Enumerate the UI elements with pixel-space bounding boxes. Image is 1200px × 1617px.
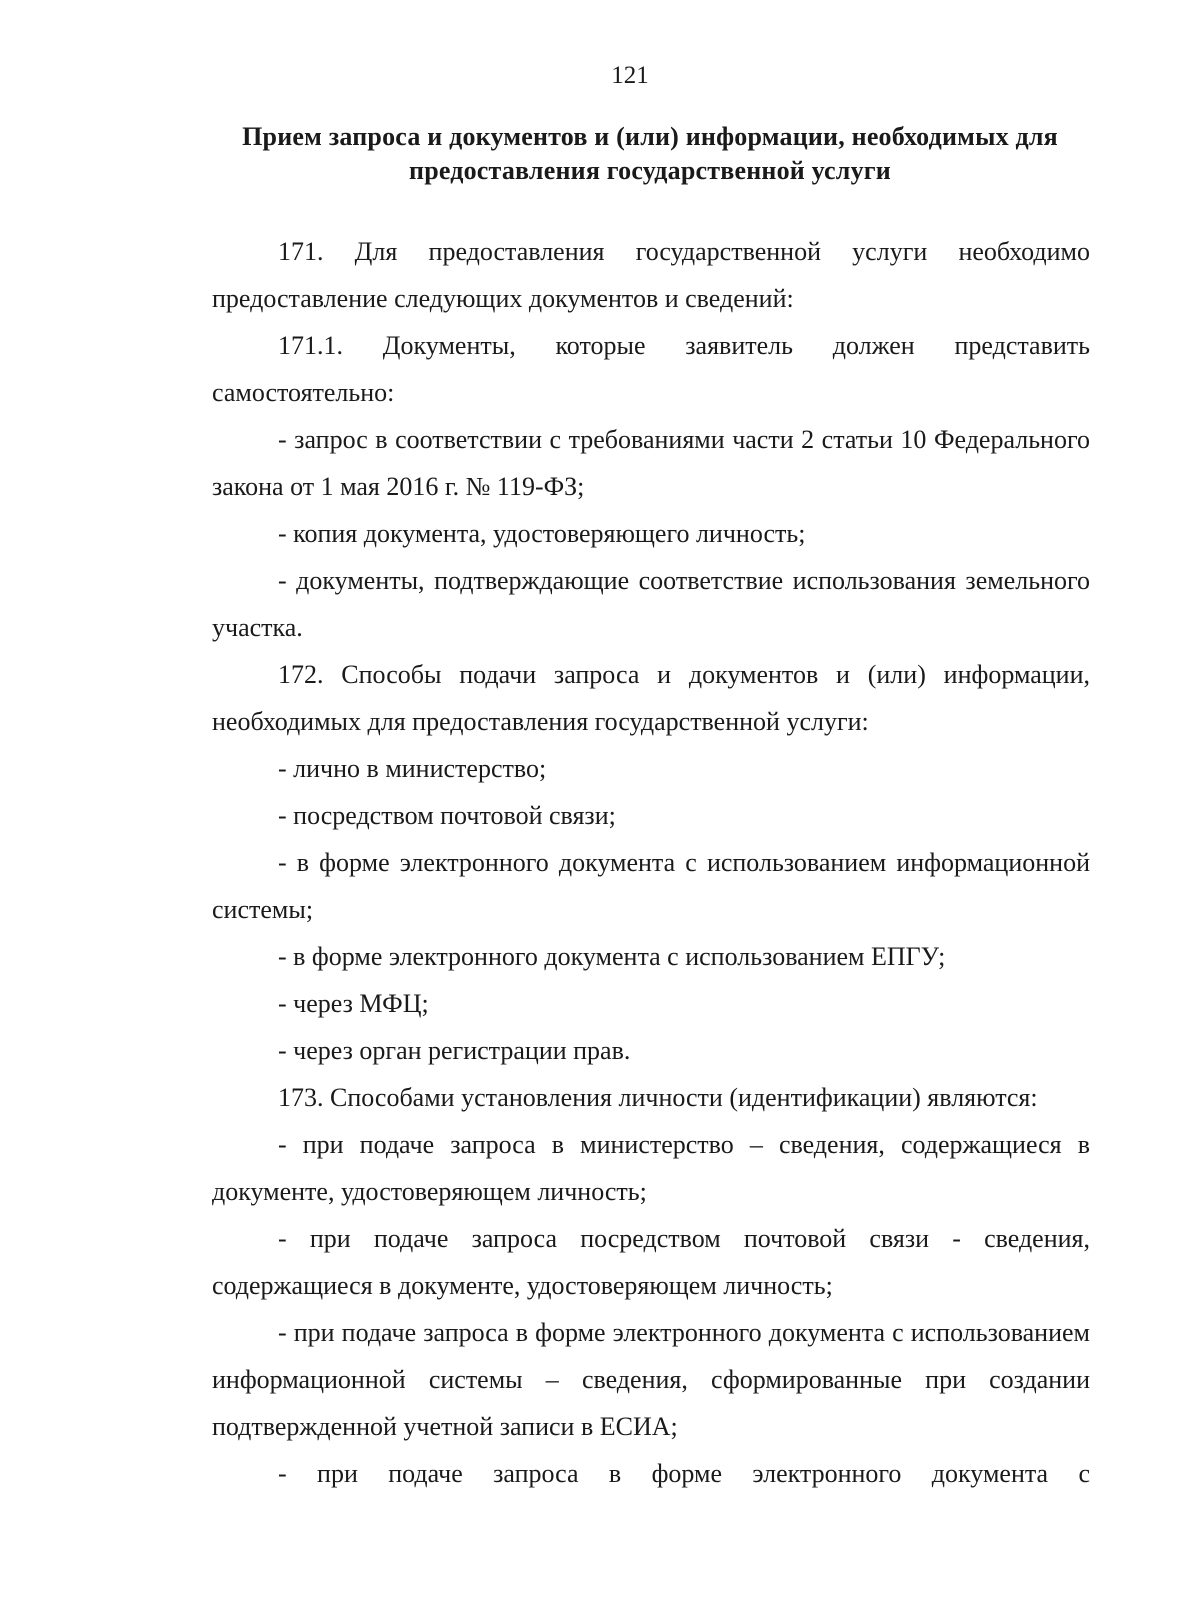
list-item-info-system: - в форме электронного документа с использованием информационной системы;	[212, 848, 1090, 924]
list-item-continued: - при подаче запроса в форме электронного документа с	[278, 1459, 1090, 1488]
list-item-registration-body: - через орган регистрации прав.	[278, 1036, 631, 1065]
list-item-mfc: - через МФЦ;	[278, 989, 429, 1018]
paragraph-172: 172. Способы подачи запроса и документов и (или) информации, необходимых для предоставления государственной услуги:	[212, 660, 1090, 736]
list-item-epgu: - в форме электронного документа с использованием ЕПГУ;	[278, 942, 946, 971]
section-heading: Прием запроса и документов и (или) информации, необходимых для предоставления государственной услуги	[242, 122, 1058, 185]
page-number: 121	[611, 62, 649, 89]
paragraph-173: 173. Способами установления личности (идентификации) являются:	[278, 1083, 1038, 1112]
list-item-land-docs: - документы, подтверждающие соответствие использования земельного участка.	[212, 566, 1090, 642]
paragraph-171: 171. Для предоставления государственной услуги необходимо предоставление следующих документов и сведений:	[212, 237, 1090, 313]
list-item-id-copy: - копия документа, удостоверяющего личность;	[278, 519, 806, 548]
list-item-postal: - посредством почтовой связи;	[278, 801, 616, 830]
paragraph-171-1: 171.1. Документы, которые заявитель должен представить самостоятельно:	[212, 331, 1090, 407]
list-item-request: - запрос в соответствии с требованиями части 2 статьи 10 Федерального закона от 1 мая 2016 г. № 119-ФЗ;	[212, 425, 1090, 501]
document-body	[212, 228, 1090, 1497]
list-item-esia-id: - при подаче запроса в форме электронного документа с использованием информационной системы – сведения, сформированные при создании подтвержденной учетной записи в ЕСИА;	[212, 1318, 1090, 1441]
list-item-ministry-id: - при подаче запроса в министерство – сведения, содержащиеся в документе, удостоверяющем личность;	[212, 1130, 1090, 1206]
list-item-postal-id: - при подаче запроса посредством почтовой связи - сведения, содержащиеся в документе, удостоверяющем личность;	[212, 1224, 1090, 1300]
list-item-in-person: - лично в министерство;	[278, 754, 547, 783]
